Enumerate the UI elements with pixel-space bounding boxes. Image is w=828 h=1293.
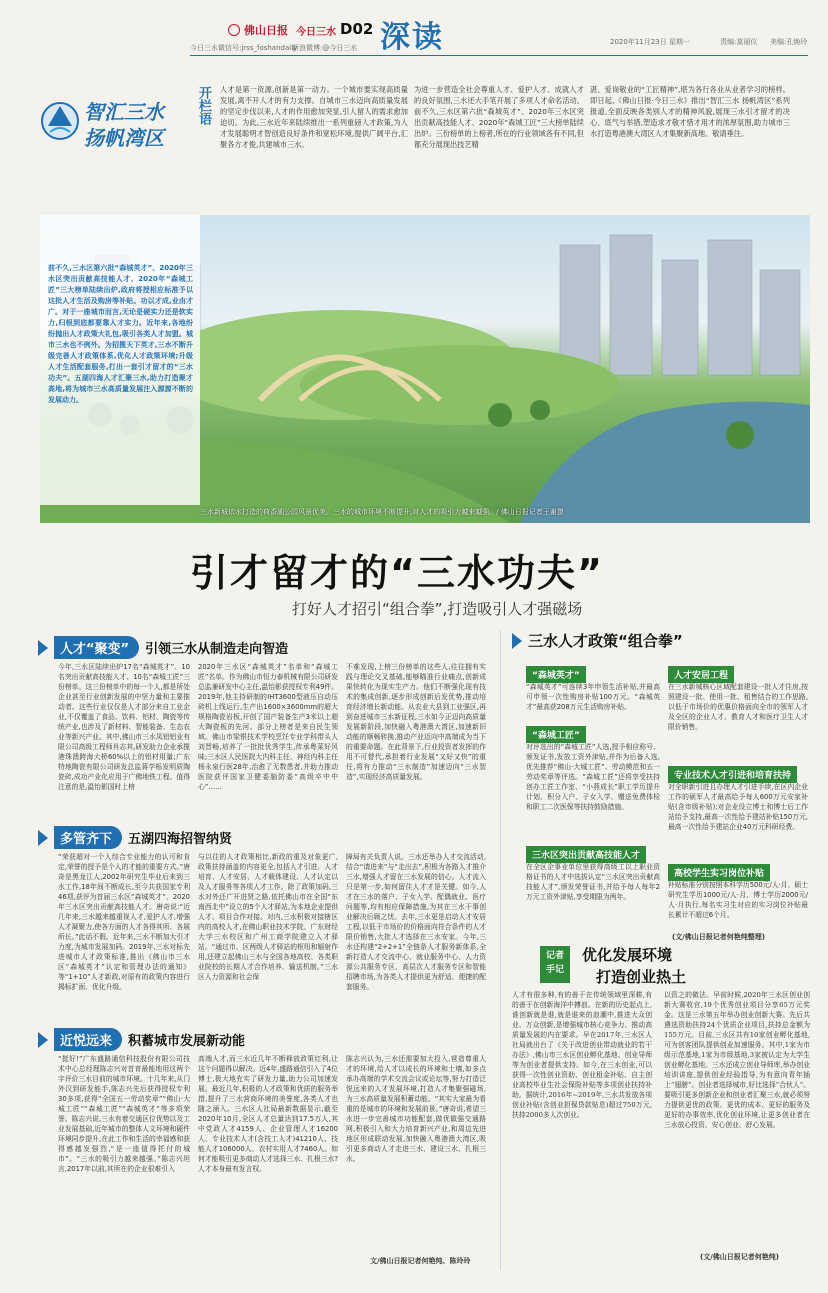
- commentary-badge-top: 记者: [545, 951, 564, 961]
- policy-item-1-text: “森城英才”可连续3年申领生活补贴,并最高可申领一次性购房补贴100万元。“森城英才”最高获208万元生活购房补贴。: [526, 683, 660, 711]
- newspaper-logo: [228, 22, 336, 38]
- chevron-right-icon: [38, 830, 48, 846]
- commentary-col2: 以资之的做法。早前时候,2020年三水区创业创新大赛收官,19个优秀创业项目分享65万元奖金。这是三水第五年举办创业创新大赛。先后共遴选资助扶持24个优质企业项目,扶持总金额为155万元。目前,三水区共有10家创业孵化基地,可为创客团队提供创业加速服务。其中,1家为市级示范基地,1家为市级基地,3家被认定为大学生创业孵化基地。三水还成立创业导师库,举办创业培训讲座,提供创业经验指导,为有意向青年插上“翅膀”。创业者选择城市,好比选择“合伙人”。要吸引更多创新企业和创业者汇聚三水,就必须努力提供更优的政策、更优的成本、更好的服务及更好的办事效率,优化创业环境,让更多创业者在三水放心投资、安心创业、舒心发展。: [664, 991, 810, 1129]
- policy-item-1-label: “森城英才”: [526, 666, 586, 683]
- hero-photo: [40, 215, 810, 523]
- intro-col2: 为进一步营造全社会尊重人才、爱护人才、成就人才的良好氛围,三水还大手笔开展了多项人才命名活动。前不久,三水区第六批“森城英才”、2020年三水区突出贡献高技能人才、2020年“森城工匠”三大榜单陆续出炉。三份榜单的上榜者,所在的行业领域各有不同,但都充分展现出技艺精: [414, 85, 584, 149]
- chevron-right-icon: [38, 640, 48, 656]
- masthead-weibo: 新浪微博:@今日三水: [292, 44, 358, 52]
- policy-item-4-text: 在三水新城核心区域配套建设一批人才住房,按照建设一批、使用一批、租售结合的工作思路,以低于市场价的优惠价格面向全市的领军人才及全区的企业人才、教育人才和医疗卫生人才限价销售。: [668, 683, 808, 731]
- subheadline: 打好人才招引“组合拳”,打造吸引人才强磁场: [292, 600, 583, 618]
- policy-byline: (文/佛山日报记者何艳纯整理): [672, 933, 765, 941]
- commentary-title-2: 打造创业热土: [596, 968, 687, 986]
- section-1-col2: 2020年三水区“森城英才”名单和“森城工匠”名单。作为佛山市恒力泰机械有限公司研发总监兼研发中心主任,温怡影获授权专利49件。2019年,他主持研制的IHT3600型液压自动压砖机上线运行,生产出1600×3600mm的超大规格陶瓷岩板,开创了国产装备生产3米以上超大陶瓷板的先河。部分上榜者是来自民生领域。佛山市梁银技术学校烹饪专业学科带头人刘晋畅,培养了一批批优秀学生,传承粤菜好风味;三水区人民医院大内科主任、神经内科主任杨永泉行医28年,治愈了无数患者,并助力推动医院获评国家卫健委脑防委“高级卒中中心”……: [198, 663, 338, 791]
- policy-item-2-label: “森城工匠”: [526, 726, 586, 743]
- masthead-editor: 责编:莫丽仪: [720, 38, 758, 46]
- page-number: D02: [340, 20, 374, 38]
- photo-caption: 三水新城依水打造的荷香湖公园风景优美。三水的城市环境不断提升,对人才的吸引力越来越强。/ 佛山日报记者王谢摄: [200, 508, 564, 516]
- policy-item-5-text: 对全职新引进且办理人才引进手续,在区内企业工作的硕军人才最高给予每人600万元安家补贴(含市级补贴);对企业设立博士和博士后工作站给予支持,最高一次性给予建站补贴150万元,最高一次性给予建站企业40万元科研经费。: [668, 783, 808, 831]
- column-brand: [40, 90, 180, 154]
- section-2-header: [38, 826, 232, 849]
- logo-icon: [228, 24, 240, 36]
- section-3-tag: 近悦远来: [54, 1028, 122, 1051]
- brand-line1: 智汇三水: [84, 100, 164, 124]
- section-1-tag: 人才“聚变”: [54, 636, 139, 659]
- policy-item-4-label: 人才安居工程: [668, 666, 734, 683]
- policy-item-6-text: 补贴标准分别按照本科学历500元/人·月、硕士研究生学历1000元/人·月、博士学历2000元/人·月执行,每名实习生对应的实习岗位补贴最长累计不超过6个月。: [668, 881, 808, 919]
- section-1-col3: 不难发现,上榜三份榜单的这些人,往往拥有实践与理论交叉基础,能够瞄准行业痛点,创新成果快转化为现实生产力。他们不断强化现有技术的集成创新,逐步形成创新后发优势,推动培育经济增长新动能。从农业大县到工业强区,再到奋进城市三水新征程,三水如今正迈向高质量发展新阶段,加快融入粤港澳大湾区,加速新旧动能的顺畅转换,推动产业迈向中高端成为当下的重要命题。在此背景下,行业投资者发挥的作用不可替代,承担着行业发展“又好又快”的重任,将有力推动“三水制造”加速迈向“三水智造”,实现经济高质量发展。: [346, 663, 486, 781]
- commentary-badge-bottom: 手记: [545, 965, 564, 975]
- section-2-tag: 多管齐下: [54, 826, 122, 849]
- policy-box: [512, 630, 812, 942]
- policy-header: [512, 630, 683, 651]
- masthead-rule: [190, 55, 808, 56]
- lead-overlay: [40, 215, 200, 505]
- commentary-badge: [540, 946, 570, 983]
- intro-col1: 人才是第一资源,创新是第一动力。一个城市要实现高质量发展,离不开人才的有力支撑。自城市三水迈向高质量发展的坚定步伐以来,人才的作用愈加突显,引人留人的需求愈加迫切。为此,三水近年来陆续推出一系列重磅人才政策,为人才发展聪明才智创造良好条件和宽松环境,提供广阔平台,汇聚各方才俊,共建城市三水。: [220, 85, 408, 149]
- policy-item-2-text: 对评选出的“森城工匠”人选,授予相应称号、颁发证书,发放工资外津贴,并作为后备人选,优先推荐“佛山·大城工匠”、劳动模范和五一劳动奖章等评选。“森城工匠”还将享受扶持创办工匠工作室、“小燕成长”职工学历提升计划、积分入户、子女入学、赠送免费体检和职工二次医保等扶持鼓励措施。: [526, 743, 660, 811]
- column-divider: [500, 630, 501, 1270]
- section-3-header: [38, 1028, 245, 1051]
- policy-item-6-label: 高校学生实习岗位补贴: [668, 864, 770, 881]
- section-2-col2: 与以往的人才政策相比,新政的重及对象更广,政策扶持涵盖的内容更全,包括人才引进、人才培育、人才安居、人才载体建设、人才认定以及人才服务等各项人才工作。除了政策加码,三水对外还广开进贤之路,依托佛山市在全国“东南西北中”设立的5个人才驿站,为本地企业提供人才、项目合作对接。对内,三水积极对接辖区内的高校人才,在佛山职业技术学院、广东财经大学三水校区和广州工商学院建立人才驿站。“通过市、区两级人才驿站的枢纽和辐射作用,还建立起佛山三水与全国各地高校、各类职业院校的长期人才合作培养、输送机制。”三水区人力资源和社会保: [198, 853, 338, 981]
- byline-left: 文/佛山日报记者何艳纯、陈玲玲: [370, 1257, 471, 1265]
- paper-name: 佛山日报: [244, 24, 288, 37]
- brand-emblem-icon: [40, 96, 80, 146]
- intro-col3: 湛、爱岗敬业的“工匠精神”,堪为各行各业从业者学习的榜样。即日起,《佛山日报·今日三水》推出“智汇三水 扬帆湾区”系列报道,全面反映各类别人才的精神风貌,展现三水引才留才的决心、底气与举措,塑造求才敬才惜才用才的浓厚氛围,助力城市三水打造粤港澳大湾区人才集聚新高地。敬请垂注。: [590, 85, 790, 138]
- section-1-col1: 今年,三水区陆续出炉17名“森城英才”、10名突出贡献高技能人才、10名“森城工匠”三份榜单。这三份榜单中的每一个人,都是所处企业甚至行业创新发展的中坚力量和主要推动者。这些行业仅仅是人才部分来自工业企业,不仅覆盖了食品、饮料、铝材、陶瓷等传统产业,也涉及了新材料、智能装备、生态农业等新兴产业。其中,佛山市三水凤铝铝业有限公司高级工程师肖志其,研发助力企业承揽港珠澳跨海大桥60%以上的铝材用量;广东特地陶瓷有限公司研发总监蒋学栎发明质陶瓷砖,成功产业化应用于广佛地铁工程。值得注意的是,温怡影国时上榜: [58, 663, 190, 791]
- commentary-col1: 人才有很多种,有的善于在传统领域里深耕,有的善于在创新海洋中搏浪。在新的历史起点上,谁创新就是谁,就是谁来的浪潮中,推进大众创业、万众创新,是增强城市核心竞争力、推动高质量发展的内在要求。早在2017年,三水区人社局就出台了《关于改进创业带动就业的若干办法》,佛山市三水区创业孵化基地、创业导师等为创业者提供支持。如今,在三水创业,可以获得一次性创业资助、创业租金补贴、自主创业高校毕业生社会保险补贴等多项创业扶持补助。据统计,2016年~2019年,三水共发放各项创业补贴(含创业担保贷款贴息)超过750万元,扶持2000多人次创业。: [512, 991, 652, 1119]
- edition-name: 今日三水: [296, 26, 336, 38]
- commentary-byline: (文/佛山日报记者何艳纯): [700, 1253, 779, 1261]
- headline: 引才留才的“三水功夫”: [190, 551, 604, 595]
- section-2-col1: “荣获超对一个人综合专业能力的认可和肯定,荣誉的授予是个人的才能的重要方式。”唐奇是黑龙江人,2002年研究生毕业后来到三水工作,18年间不断成长,至今共获国家专利46项,获评为首届三水区“森城英才”、2020年三水区突出贡献高技能人才。唐奇说:“近几年来,三水越来越重视人才,爱护人才,增强人才凝聚力,使各方面的人才各得其所、各展所长。”此话不假。近年来,三水不断加大引才力度,为城市发展加码。2019年,三水对标先进城市人才政策标准,推出《佛山市三水区“森城英才”认定和管理办法的通知》等“1+10”人才新政,对原有的政策内容进行揭标扩面、优化升级。: [58, 853, 190, 991]
- intro-label: 开栏语: [196, 86, 211, 125]
- section-3-col2: 高端人才,而三水近几年不断释放政策红利,让这个问题得以解决。近4年,盛路通信引入了4位博士,极大地充实了研发力量,助力公司加速发展。最近几年,积极的人才政策和优质的服务举措,提升了三水营商环境的美誉度,各类人才也随之涌入。三水区人社局最新数据显示,截至2020年10月,全区人才总量达到17.5万人,其中党政人才4159人、企业管理人才16200人、专业技术人才(含技工人才)41210人、技能人才106000人、农村实用人才7460人。如何才能吸引更多商动人才选择三水、扎根三水?人才本身最有发言权。: [198, 1055, 338, 1173]
- policy-item-3-text: 在全区企事业单位里获得高级工以上职业资格证书的人才中选拔认定“三水区突出贡献高技能人才”,颁发荣誉证书,并给予每人每年2万元工资外津贴,享受期限为两年。: [526, 863, 660, 901]
- section-3-col3: 陈志兴认为,三水还需要加大投入,营造尊重人才的环境,给人才以成长的环境和土壤,如多点承办高端的学术交流会议或论坛等,努力打造泛悦远来的人才发展环境,打造人才集聚强磁场,为三水高质量发展积蓄动能。“其实大家最为看重的是城市的环境和发展前景。”唐奇说,希望三水进一步完善城市功能配套,做优做强交通路网,积极引入和大力培育新兴产业,和周边先进地区形成联动发展,加快融入粤港澳大湾区,吸引更多商动人才走进三水、建设三水、扎根三水。: [346, 1055, 486, 1163]
- section-1-header: [38, 636, 288, 659]
- masthead-date: 2020年11月23日 星期一: [610, 38, 690, 46]
- masthead-designer: 美编:孔焕玲: [770, 38, 808, 46]
- section-label: 深读: [380, 20, 444, 55]
- section-2-title: 五湖四海招智纳贤: [128, 832, 233, 847]
- commentary-title-1: 优化发展环境: [582, 946, 673, 964]
- masthead: [0, 0, 828, 56]
- policy-title: 三水人才政策“组合拳”: [528, 632, 683, 650]
- chevron-right-icon: [512, 633, 522, 649]
- section-2-col3: 障局有关负责人说。三水还举办人才交流活动,结合“请进来”与“走出去”,积极为各路人才推介三水,增强人才留在三水发展的信心。人才流入只是第一步,如何留住人才才是关键。如今,人才在三水的落户、子女入学、配偶就业、医疗问题等,均有相应保障措施,为其在三水干事创业解决后顾之忧。去年,三水更是启动人才安居工程,以低于市场价的价格面向符合条件的人才限价销售,大批人才选择在三水安家。今年,三水还构建“2+2+1”全链条人才服务新体系,全新打造人才交流中心、就业服务中心、人力资源公共服务专区、高层次人才服务专区和智能招聘市场,为各类人才提供更为舒适、便捷的配套服务。: [346, 853, 486, 991]
- policy-item-3-label: 三水区突出贡献高技能人才: [526, 846, 646, 863]
- section-3-title: 积蓄城市发展新动能: [128, 1034, 246, 1049]
- chevron-right-icon: [38, 1032, 48, 1048]
- masthead-wechat: 今日三水微信号:jrss_foshandaily: [190, 44, 298, 52]
- section-3-col1: “挺好!”广东盛路通信科技股份有限公司技术中心总经理陈志兴对首育最能地用这两个字评价三水目前的城市环境。十几年来,从门外汉到研发能手,陈志兴先后获得授权专利30多项,获得“全国五一劳动奖章”“佛山·大城工匠”“森城工匠”“森城英才”等多项荣誉。陈志兴说,三水有着交通区位优势以及工业发展基础,近年城市的整体人文环境和硬件环境同步提升,在此工作和生活的幸福感和获得感越发强烈,“是一座值得托付的城市”。“三水的吸引力越来越强。”陈志兴坦言,2017年以前,其所在的企业很难引入: [58, 1055, 190, 1173]
- policy-item-5-label: 专业技术人才引进和培育扶持: [668, 766, 797, 783]
- section-1-title: 引领三水从制造走向智造: [145, 642, 289, 657]
- brand-line2: 扬帆湾区: [84, 126, 164, 150]
- lead-text: 前不久,三水区第六批“森城英才”、2020年三水区突出贡献高技能人才、2020年“森城工匠”三大榜单陆续出炉,政府将授相应标准予以这批人才生活及购房等补贴。功以才成,业由才广。对于一座城市而言,无论是硬实力还是软实力,归根到底都要靠人才实力。近年来,各地纷纷抛出人才政策大礼包,吸引各类人才加盟。城市三水也不例外。为招揽天下英才,三水不断升级完善人才政策体系,优化人才政策环境;升级人才生活配套服务,打出一套引才留才的“三水功夫”。五湖四海人才汇聚三水,助力打造聚才高地,将为城市三水高质量发展注入源源不断的发展动力。: [48, 264, 193, 404]
